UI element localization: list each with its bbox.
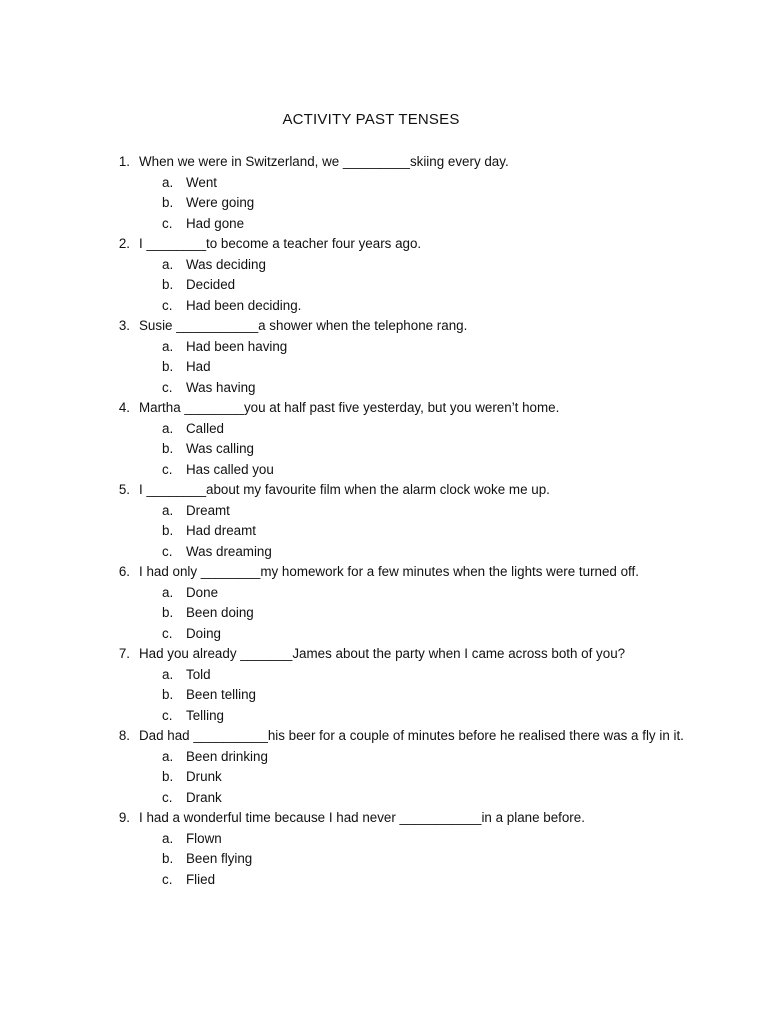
option-c [112,296,752,317]
question-2 [112,234,752,316]
question-line [112,480,752,501]
option-c [112,788,752,809]
question-text: Dad had __________his beer for a couple of minutes before he realised there was a fly in it. [139,728,684,743]
option-letter: a. [162,748,174,764]
option-letter: b. [162,523,174,538]
question-number: 2. [118,236,130,251]
option-letter: a. [162,420,174,436]
option-text: Went [186,174,218,190]
option-c [112,378,752,399]
question-line [112,398,752,419]
option-a [112,419,752,440]
option-c [112,460,752,481]
option-c [112,542,752,563]
option-text: Told [186,666,211,682]
option-a [112,173,752,194]
option-text: Flown [186,830,222,846]
question-text: Susie ___________a shower when the telephone rang. [139,318,468,333]
question-text: I had a wonderful time because I had never ___________in a plane before. [139,810,585,825]
question-text: I ________about my favourite film when the alarm clock woke me up. [139,482,550,497]
option-text: Telling [186,707,224,723]
question-text: Martha ________you at half past five yesterday, but you weren’t home. [139,400,560,415]
option-letter: a. [162,830,174,846]
question-line [112,152,752,173]
option-text: Was deciding [186,256,266,272]
option-text: Been drinking [186,748,268,764]
option-text: Was dreaming [186,543,272,559]
option-text: Had dreamt [186,523,256,538]
option-a [112,747,752,768]
option-letter: c. [162,297,173,313]
option-b [112,767,752,788]
option-c [112,214,752,235]
question-line [112,726,752,747]
question-3 [112,316,752,398]
question-number: 6. [118,564,130,579]
option-text: Called [186,420,224,436]
option-letter: b. [162,605,174,620]
option-c [112,870,752,891]
option-b [112,439,752,460]
question-number: 5. [118,482,130,497]
question-number: 4. [118,400,130,415]
option-a [112,829,752,850]
option-letter: c. [162,871,173,887]
option-c [112,624,752,645]
question-6 [112,562,752,644]
option-letter: a. [162,584,174,600]
option-text: Had been deciding. [186,297,302,313]
question-text: I ________to become a teacher four years ago. [139,236,422,251]
question-1 [112,152,752,234]
question-text: When we were in Switzerland, we _________skiing every day. [139,154,509,169]
option-letter: a. [162,338,174,354]
question-7 [112,644,752,726]
option-text: Drunk [186,769,222,784]
question-list [112,152,752,890]
question-line [112,562,752,583]
question-5 [112,480,752,562]
option-letter: c. [162,379,173,395]
option-b [112,603,752,624]
option-letter: b. [162,195,174,210]
option-text: Flied [186,871,216,887]
option-letter: a. [162,256,174,272]
question-4 [112,398,752,480]
option-letter: c. [162,461,173,477]
option-b [112,521,752,542]
option-c [112,706,752,727]
option-text: Decided [186,277,236,292]
question-line [112,316,752,337]
question-line [112,808,752,829]
option-letter: c. [162,789,173,805]
option-letter: b. [162,851,174,866]
option-text: Had gone [186,215,245,231]
option-letter: c. [162,625,173,641]
question-line [112,234,752,255]
option-b [112,275,752,296]
option-text: Has called you [186,461,274,477]
question-number: 3. [118,318,130,333]
option-letter: b. [162,277,174,292]
question-number: 9. [118,810,130,825]
option-a [112,337,752,358]
option-a [112,665,752,686]
option-b [112,849,752,870]
question-line [112,644,752,665]
option-text: Been doing [186,605,254,620]
option-b [112,357,752,378]
option-text: Dreamt [186,502,230,518]
question-number: 8. [118,728,130,743]
option-text: Drank [186,789,222,805]
option-text: Was having [186,379,256,395]
option-b [112,193,752,214]
option-letter: a. [162,502,174,518]
option-a [112,255,752,276]
question-8 [112,726,752,808]
option-a [112,583,752,604]
option-letter: c. [162,215,173,231]
option-letter: b. [162,769,174,784]
option-letter: a. [162,666,174,682]
question-text: Had you already _______James about the party when I came across both of you? [139,646,626,661]
option-b [112,685,752,706]
option-text: Been flying [186,851,253,866]
option-text: Had been having [186,338,288,354]
option-text: Was calling [186,441,254,456]
question-9 [112,808,752,890]
question-number: 7. [118,646,130,661]
option-a [112,501,752,522]
option-letter: a. [162,174,174,190]
option-letter: c. [162,543,173,559]
option-text: Done [186,584,219,600]
page-title: ACTIVITY PAST TENSES [282,111,460,128]
option-text: Doing [186,625,221,641]
option-text: Had [186,359,211,374]
question-number: 1. [118,154,130,169]
option-letter: b. [162,441,174,456]
option-letter: b. [162,359,174,374]
question-text: I had only ________my homework for a few minutes when the lights were turned off. [139,564,639,579]
option-text: Were going [186,195,255,210]
option-letter: c. [162,707,173,723]
option-text: Been telling [186,687,256,702]
option-letter: b. [162,687,174,702]
